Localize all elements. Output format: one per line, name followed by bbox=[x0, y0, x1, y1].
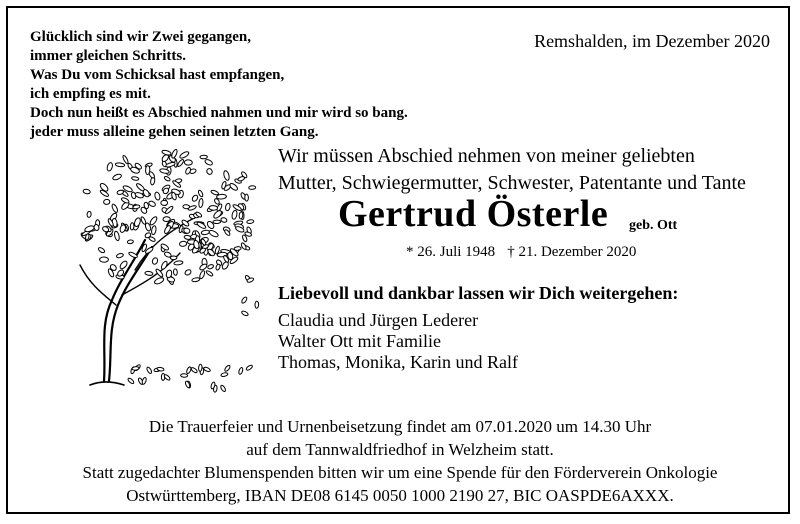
intro-text bbox=[278, 143, 746, 197]
poem-line: Was Du vom Schicksal hast empfangen, bbox=[30, 67, 285, 83]
death-date: † 21. Dezember 2020 bbox=[507, 244, 637, 260]
notice-line: auf dem Tannwaldfriedhof in Welzheim statt. bbox=[246, 440, 554, 459]
poem-line: ich empfing es mit. bbox=[30, 86, 151, 102]
windblown-tree-icon bbox=[60, 135, 260, 395]
poem-line: Glücklich sind wir Zwei gegangen, bbox=[30, 29, 252, 45]
poem-line: jeder muss alleine gehen seinen letzten Gang. bbox=[30, 124, 319, 140]
mourner: Walter Ott mit Familie bbox=[278, 331, 442, 351]
mourners-list bbox=[278, 310, 518, 373]
life-dates bbox=[406, 244, 636, 261]
intro-line: Mutter, Schwiegermutter, Schwester, Patentante und Tante bbox=[278, 172, 746, 194]
deceased-name: Gertrud Österle bbox=[338, 193, 609, 235]
poem bbox=[30, 28, 408, 142]
notice-line: Die Trauerfeier und Urnenbeisetzung findet am 07.01.2020 um 14.30 Uhr bbox=[148, 417, 652, 436]
poem-line: Doch nun heißt es Abschied nahmen und mir wird so bang. bbox=[30, 105, 408, 121]
mourner: Thomas, Monika, Karin und Ralf bbox=[278, 352, 518, 372]
intro-line: Wir müssen Abschied nehmen von meiner geliebten bbox=[278, 145, 695, 167]
farewell-heading: Liebevoll und dankbar lassen wir Dich weitergehen: bbox=[278, 283, 679, 303]
notice-line: Statt zugedachter Blumenspenden bitten wir um eine Spende für den Förderverein Onkologie bbox=[82, 463, 718, 482]
notice-line: Ostwürttemberg, IBAN DE08 6145 0050 1000 2190 27, BIC OASPDE6AXXX. bbox=[126, 486, 674, 505]
birth-name: geb. Ott bbox=[629, 218, 678, 233]
place-date: Remshalden, im Dezember 2020 bbox=[534, 31, 770, 51]
mourner: Claudia und Jürgen Lederer bbox=[278, 310, 479, 330]
poem-line: immer gleichen Schritts. bbox=[30, 48, 186, 64]
birth-date: * 26. Juli 1948 bbox=[406, 244, 496, 260]
funeral-notice bbox=[0, 415, 800, 507]
